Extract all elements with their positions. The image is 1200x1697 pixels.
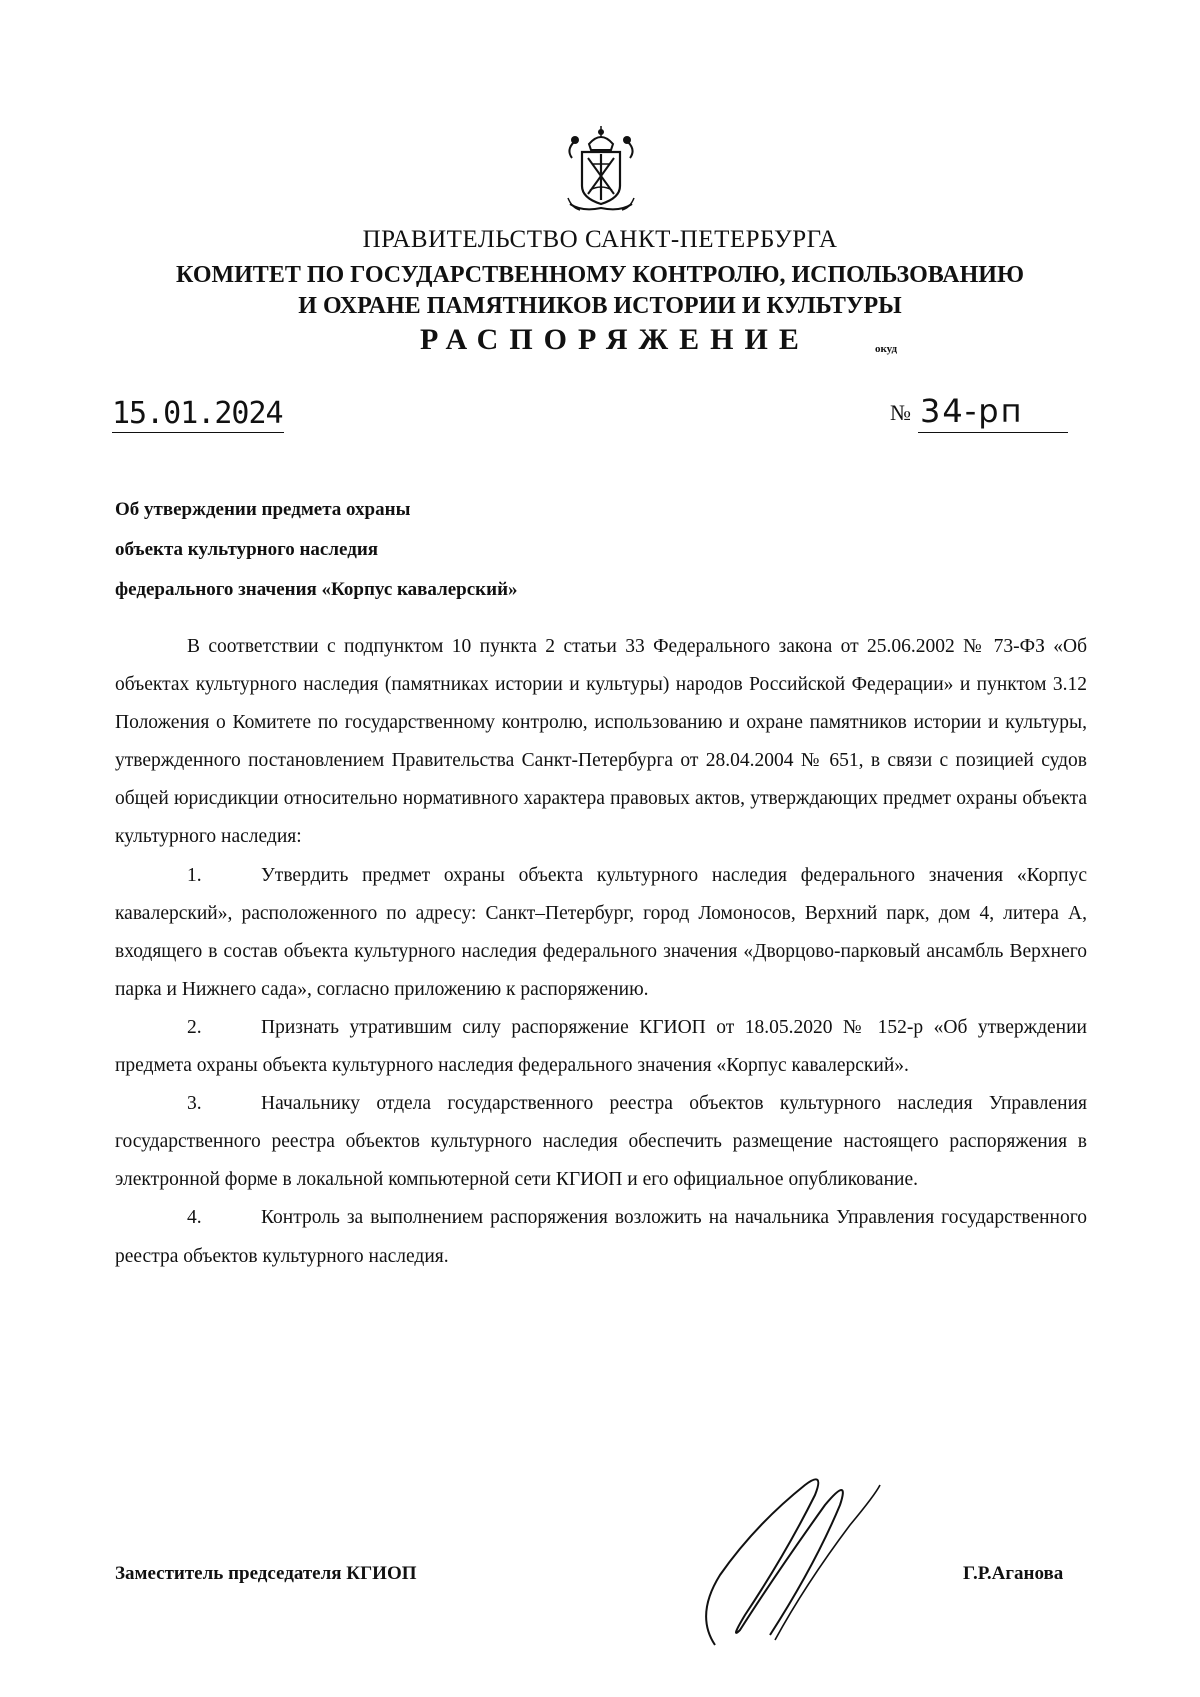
- preamble-paragraph: В соответствии с подпунктом 10 пункта 2 статьи 33 Федерального закона от 25.06.2002 № 73-ФЗ «Об объектах культурного наследия (памятниках истории и культуры) народов Российской Федерации» и пунктом 3.12 Положения о Комитете по государственному контролю, использованию и охране памятников истории и культуры, утвержденного постановлением Правительства Санкт-Петербурга от 28.04.2004 № 651, в связи с позицией судов общей юрисдикции относительно нормативного характера правовых актов, утверждающих предмет охраны объекта культурного наследия:: [115, 636, 1087, 848]
- list-item: [115, 857, 1087, 1009]
- item-text: Контроль за выполнением распоряжения возложить на начальника Управления государственного реестра объектов культурного наследия.: [115, 1207, 1087, 1267]
- list-item: [115, 1009, 1087, 1085]
- number-underline: [918, 432, 1068, 433]
- document-number: 34-рп: [920, 392, 1024, 430]
- signatory-name: Г.Р.Аганова: [963, 1563, 1064, 1584]
- subject-block: [115, 490, 518, 610]
- item-number: 1.: [187, 864, 202, 886]
- item-text: Начальнику отдела государственного реестра объектов культурного наследия Управления государственного реестра объектов культурного наследия обеспечить размещение настоящего распоряжения в электронной форме в локальной компьютерной сети КГИОП и его официальное опубликование.: [115, 1093, 1087, 1191]
- subject-line: Об утверждении предмета охраны: [115, 499, 411, 520]
- item-text: Признать утратившим силу распоряжение КГИОП от 18.05.2020 № 152-р «Об утверждении предмета охраны объекта культурного наследия федерального значения «Корпус кавалерский».: [115, 1016, 1087, 1077]
- item-number: 2.: [187, 1016, 202, 1038]
- okud-label: окуд: [875, 343, 898, 355]
- subject-line: объекта культурного наследия: [115, 539, 379, 560]
- committee-title-line2: И ОХРАНЕ ПАМЯТНИКОВ ИСТОРИИ И КУЛЬТУРЫ: [298, 293, 902, 319]
- item-number: 4.: [187, 1207, 202, 1229]
- government-title: ПРАВИТЕЛЬСТВО САНКТ-ПЕТЕРБУРГА: [362, 226, 838, 253]
- number-label: №: [890, 400, 911, 425]
- date-underline: [112, 432, 284, 433]
- handwritten-signature-icon: [675, 1465, 890, 1660]
- list-item: [115, 1199, 1087, 1275]
- subject-line: федерального значения «Корпус кавалерский»: [115, 579, 518, 600]
- committee-title-line1: КОМИТЕТ ПО ГОСУДАРСТВЕННОМУ КОНТРОЛЮ, ИСПОЛЬЗОВАНИЮ: [176, 262, 1024, 288]
- document-date: 15.01.2024: [112, 396, 283, 431]
- document-type: РАСПОРЯЖЕНИЕ: [420, 323, 810, 356]
- item-number: 3.: [187, 1093, 202, 1115]
- st-petersburg-coat-of-arms-icon: [562, 124, 640, 214]
- signatory-position: Заместитель председателя КГИОП: [115, 1563, 417, 1584]
- item-text: Утвердить предмет охраны объекта культурного наследия федерального значения «Корпус кавалерский», расположенного по адресу: Санкт–Петербург, город Ломоносов, Верхний парк, дом 4, литера А, входящего в состав объекта культурного наследия федерального значения «Дворцово-парковый ансамбль Верхнего парка и Нижнего сада», согласно приложению к распоряжению.: [115, 864, 1087, 1000]
- document-body: [115, 628, 1087, 1276]
- list-item: [115, 1085, 1087, 1199]
